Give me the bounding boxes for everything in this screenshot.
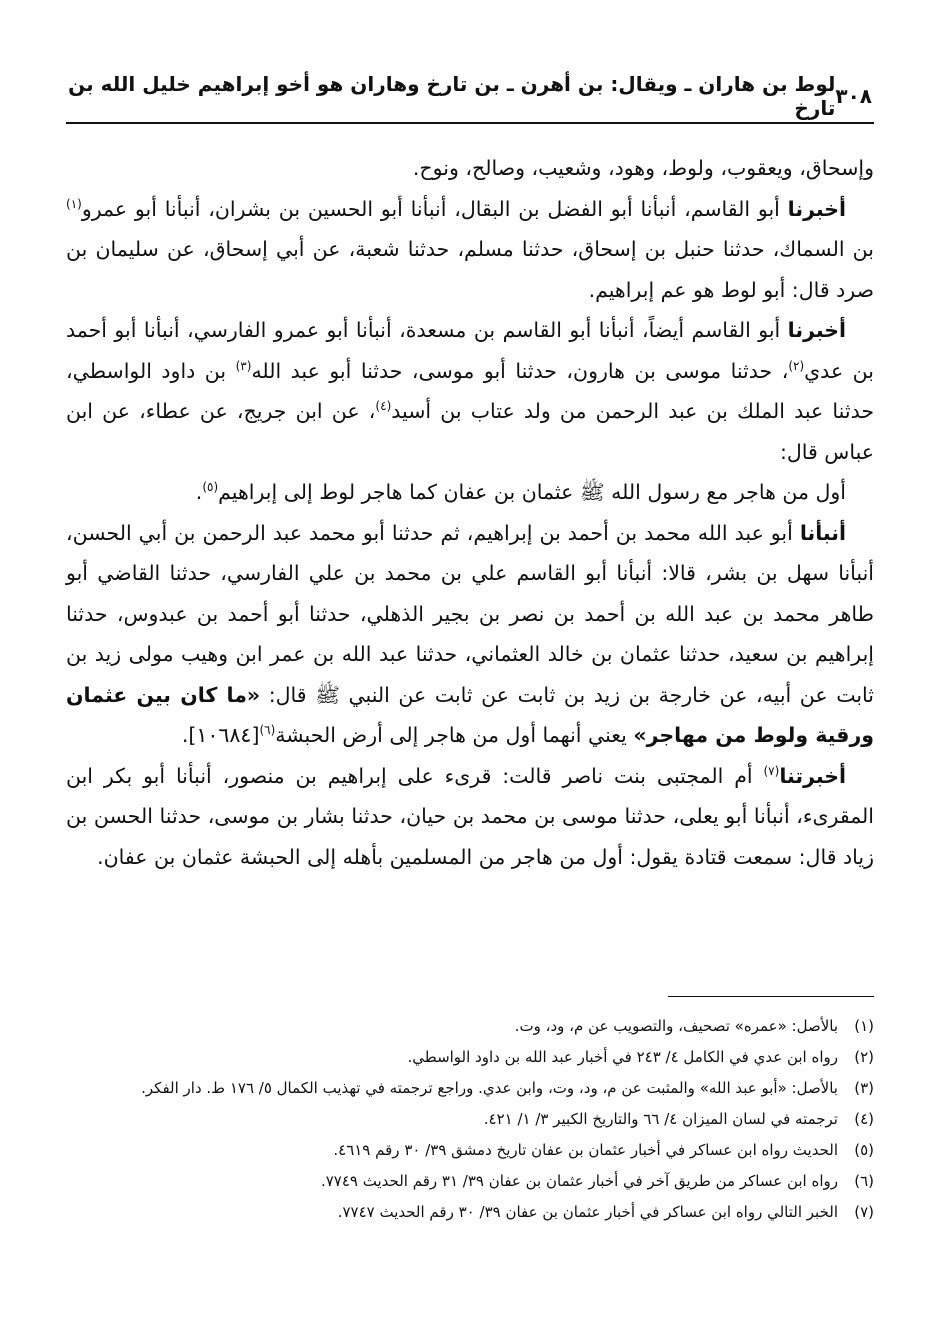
paragraph-3-text-d: ، عن ابن جريج، عن عطاء، عن ابن عباس قال: (66, 399, 874, 464)
footnote-text: الخبر التالي رواه ابن عساكر في أخبار عثمان بن عفان ٣٩/ ٣٠ رقم الحديث ٧٧٤٧. (337, 1203, 838, 1221)
footnote-text: بالأصل: «عمره» تصحيف، والتصويب عن م، ود، وت. (514, 1017, 838, 1035)
footnote-ref-3: (٣) (235, 358, 252, 373)
paragraph-3 (66, 310, 874, 472)
footnote-number: (٥) (854, 1141, 874, 1159)
footnote-text: الحديث رواه ابن عساكر في أخبار عثمان بن عفان تاريخ دمشق ٣٩/ ٣٠ رقم ٤٦١٩. (333, 1141, 838, 1159)
footnote-text: رواه ابن عساكر من طريق آخر في أخبار عثمان بن عفان ٣٩/ ٣١ رقم الحديث ٧٧٤٩. (320, 1172, 838, 1190)
paragraph-3-text-b: ، حدثنا موسى بن هارون، حدثنا أبو موسى، حدثنا أبو عبد الله (251, 358, 789, 383)
footnote-number: (٢) (854, 1048, 874, 1066)
footnote-number: (٧) (854, 1203, 874, 1221)
running-title: لوط بن هاران ـ ويقال: بن أهرن ـ بن تارخ وهاران هو أخو إبراهيم خليل الله بن تارخ (68, 72, 836, 120)
footnote-ref-7: (٧) (763, 763, 780, 778)
paragraph-4 (66, 472, 874, 513)
hadith-number: [١٠٦٨٤]. (181, 723, 260, 747)
footnote-divider (668, 996, 874, 997)
paragraph-6 (66, 756, 874, 878)
paragraph-5-lead: أنبأنا (799, 520, 846, 545)
footnote (66, 1045, 874, 1070)
main-text (66, 148, 874, 877)
paragraph-6-text: أم المجتبى بنت ناصر قالت: قرىء على إبراهيم بن منصور، أنبأنا أبو بكر ابن المقرىء، أنبأنا أبو يعلى، حدثنا موسى بن محمد بن حيان، حدثنا بشار بن موسى، حدثنا الحسن بن زياد قال: سمعت قتادة يقول: أول من هاجر من المسلمين بأهله إلى الحبشة عثمان بن عفان. (66, 763, 874, 869)
paragraph-6-lead: أخبرتنا (779, 763, 846, 788)
hadith-quote: «ما كان بين عثمان ورقية ولوط من مهاجر» (66, 682, 874, 747)
paragraph-4-text: أول من هاجر مع رسول الله ﷺ عثمان بن عفان كما هاجر لوط إلى إبراهيم (218, 480, 846, 504)
paragraph-4-end: . (195, 480, 203, 504)
paragraph-1-text: وإسحاق، ويعقوب، ولوط، وهود، وشعيب، وصالح، ونوح. (412, 156, 874, 180)
footnote (66, 1107, 874, 1132)
footnote (66, 1014, 874, 1039)
paragraph-3-text-a: أبو القاسم أيضاً، أنبأنا أبو القاسم بن مسعدة، أنبأنا أبو عمرو الفارسي، أنبأنا أبو أحمد بن عدي (66, 318, 874, 383)
paragraph-2-text-a: أبو القاسم، أنبأنا أبو الفضل بن البقال، أنبأنا أبو الحسين بن بشران، أنبأنا أبو عمرو (81, 196, 788, 221)
footnote-number: (٦) (854, 1172, 874, 1190)
footnotes (66, 1014, 874, 1231)
footnote-ref-2: (٢) (788, 358, 805, 373)
paragraph-3-text-c: بن داود الواسطي، حدثنا عبد الملك بن عبد الرحمن من ولد عتاب بن أسيد (66, 358, 875, 423)
footnote-number: (٤) (854, 1110, 874, 1128)
footnote-ref-5: (٥) (202, 480, 219, 495)
footnote-ref-1: (١) (66, 196, 82, 211)
footnote-number: (٣) (854, 1079, 874, 1097)
footnote (66, 1076, 874, 1101)
paragraph-5-text-b: يعني أنهما أول من هاجر إلى أرض الحبشة (275, 723, 634, 747)
page-header (68, 72, 872, 120)
paragraph-5 (66, 513, 874, 756)
footnote (66, 1200, 874, 1225)
footnote-text: ترجمته في لسان الميزان ٤/ ٦٦ والتاريخ الكبير ٣/ ١/ ٤٢١. (483, 1110, 838, 1128)
paragraph-3-lead: أخبرنا (787, 318, 846, 342)
footnote-text: رواه ابن عدي في الكامل ٤/ ٢٤٣ في أخبار عبد الله بن داود الواسطي. (407, 1048, 838, 1066)
paragraph-1 (66, 148, 874, 189)
footnote-ref-6: (٦) (259, 723, 276, 738)
paragraph-2-lead: أخبرنا (787, 196, 846, 221)
footnote-ref-4: (٤) (375, 399, 392, 414)
paragraph-5-text-a: أبو عبد الله محمد بن أحمد بن إبراهيم، ثم حدثنا أبو محمد عبد الرحمن بن أبي الحسن، أنبأنا سهل بن بشر، قالا: أنبأنا أبو القاسم علي بن محمد بن علي الفارسي، حدثنا القاضي أبو طاهر محمد بن عبد الله بن أحمد بن نصر بن بجير الذهلي، حدثنا أبو أحمد بن عبدوس، حدثنا إبراهيم بن سعيد، حدثنا عثمان بن خالد العثماني، حدثنا عبد الله بن عمر ابن وهيب مولى زيد بن ثابت عن أبيه، عن خارجة بن زيد بن ثابت عن ثابت عن النبي ﷺ قال: (66, 520, 874, 707)
footnote (66, 1169, 874, 1194)
footnote-text: بالأصل: «أبو عبد الله» والمثبت عن م، ود، وت، وابن عدي. وراجع ترجمته في تهذيب الكمال ٥/ ١٧٦ ط. دار الفكر. (141, 1079, 838, 1097)
page-number: ٣٠٨ (835, 84, 872, 108)
footnote-number: (١) (854, 1017, 874, 1035)
paragraph-2 (66, 189, 874, 311)
footnote (66, 1138, 874, 1163)
paragraph-2-text-b: بن السماك، حدثنا حنبل بن إسحاق، حدثنا مسلم، حدثنا شعبة، عن أبي إسحاق، عن سليمان بن صرد قال: أبو لوط هو عم إبراهيم. (66, 237, 874, 302)
header-divider (66, 122, 874, 124)
